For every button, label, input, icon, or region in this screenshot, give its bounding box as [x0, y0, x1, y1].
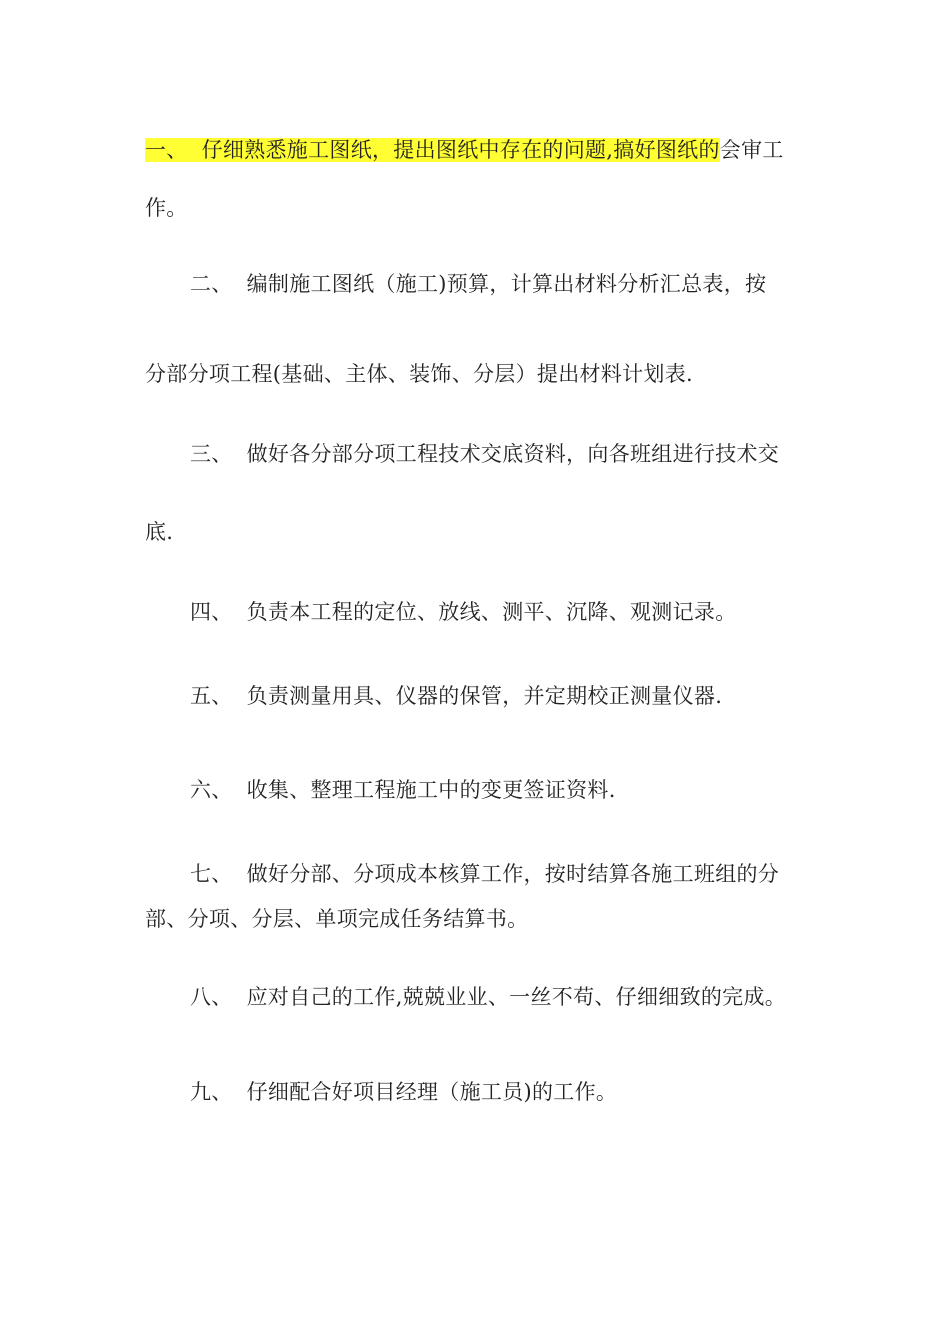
item-1-text-wrap: 作。 — [145, 196, 188, 220]
item-2-number: 二、 — [190, 272, 233, 296]
item-7-number: 七、 — [190, 862, 233, 886]
item-9-number: 九、 — [190, 1080, 233, 1104]
item-1-text-highlighted: 仔细熟悉施工图纸，提出图纸中存在的问题,搞好图纸的 — [201, 138, 720, 162]
item-3-line-2 — [145, 518, 173, 546]
item-8-text: 应对自己的工作,兢兢业业、一丝不苟、仔细细致的完成。 — [246, 985, 787, 1009]
item-1-number: 一、 — [145, 138, 188, 162]
item-2-text-wrap: 分部分项工程(基础、主体、装饰、分层）提出材料计划表. — [145, 362, 693, 386]
item-7-text-wrap: 部、分项、分层、单项完成任务结算书。 — [145, 907, 529, 931]
item-2-text: 编制施工图纸（施工)预算，计算出材料分析汇总表，按 — [246, 272, 767, 296]
item-1-highlighted-text — [145, 138, 720, 162]
item-9-line-1 — [190, 1078, 617, 1106]
item-5-number: 五、 — [190, 684, 233, 708]
item-7-line-2 — [145, 905, 528, 933]
item-2-line-1 — [190, 270, 766, 298]
item-6-line-1 — [190, 776, 616, 804]
item-3-line-1 — [190, 440, 779, 468]
item-8-line-1 — [190, 983, 786, 1011]
item-6-number: 六、 — [190, 778, 233, 802]
item-3-text-wrap: 底. — [145, 520, 174, 544]
item-3-number: 三、 — [190, 442, 233, 466]
item-4-text: 负责本工程的定位、放线、测平、沉降、观测记录。 — [246, 600, 737, 624]
item-9-text: 仔细配合好项目经理（施工员)的工作。 — [246, 1080, 618, 1104]
item-1-text-rest: 会审工 — [719, 138, 784, 162]
item-8-number: 八、 — [190, 985, 233, 1009]
item-5-line-1 — [190, 682, 722, 710]
item-6-text: 收集、整理工程施工中的变更签证资料. — [246, 778, 616, 802]
item-7-text: 做好分部、分项成本核算工作，按时结算各施工班组的分 — [246, 862, 780, 886]
item-5-text: 负责测量用具、仪器的保管，并定期校正测量仪器. — [246, 684, 723, 708]
item-7-line-1 — [190, 860, 779, 888]
item-1-line-2 — [145, 194, 188, 222]
item-4-number: 四、 — [190, 600, 233, 624]
item-4-line-1 — [190, 598, 737, 626]
item-3-text: 做好各分部分项工程技术交底资料，向各班组进行技术交 — [246, 442, 780, 466]
item-2-line-2 — [145, 360, 693, 388]
item-1-line-1 — [145, 136, 784, 164]
